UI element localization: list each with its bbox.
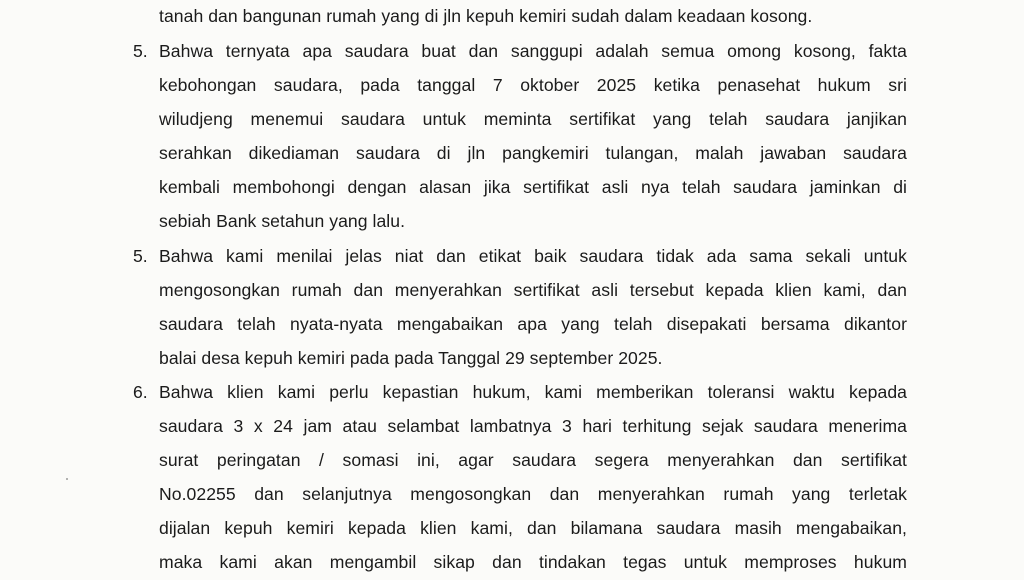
text-line: Bahwa klien kami perlu kepastian hukum, kami memberikan toleransi waktu kepada xyxy=(159,382,907,402)
text-line: Bahwa kami menilai jelas niat dan etikat baik saudara tidak ada sama sekali untuk xyxy=(159,246,907,266)
text-line: sebiah Bank setahun yang lalu. xyxy=(159,211,406,231)
text-line: dijalan kepuh kemiri kepada klien kami, dan bilamana saudara masih mengabaikan, xyxy=(159,518,907,538)
text-line: Bahwa ternyata apa saudara buat dan sanggupi adalah semua omong kosong, fakta xyxy=(159,41,907,61)
text-line: tanah dan bangunan rumah yang di jln kepuh kemiri sudah dalam keadaan kosong. xyxy=(159,6,813,26)
text-line: kebohongan saudara, pada tanggal 7 oktober 2025 ketika penasehat hukum sri xyxy=(159,75,907,95)
list-number: 6. xyxy=(133,382,148,402)
list-number: 5. xyxy=(133,246,148,266)
text-line: saudara telah nyata-nyata mengabaikan apa yang telah disepakati bersama dikantor xyxy=(159,314,907,334)
list-number: 5. xyxy=(133,41,148,61)
text-line: No.02255 dan selanjutnya mengosongkan dan menyerahkan rumah yang terletak xyxy=(159,484,907,504)
text-line: saudara 3 x 24 jam atau selambat lambatnya 3 hari terhitung sejak saudara menerima xyxy=(159,416,907,436)
text-line: serahkan dikediaman saudara di jln pangkemiri tulangan, malah jawaban saudara xyxy=(159,143,907,163)
text-line: maka kami akan mengambil sikap dan tindakan tegas untuk memproses hukum xyxy=(159,552,907,572)
text-line: balai desa kepuh kemiri pada pada Tanggal 29 september 2025. xyxy=(159,348,663,368)
scan-speck xyxy=(66,478,68,480)
text-line: mengosongkan rumah dan menyerahkan sertifikat asli tersebut kepada klien kami, dan xyxy=(159,280,907,300)
text-line: surat peringatan / somasi ini, agar saudara segera menyerahkan dan sertifikat xyxy=(159,450,907,470)
text-line: wiludjeng menemui saudara untuk meminta sertifikat yang telah saudara janjikan xyxy=(159,109,907,129)
text-line: kembali membohongi dengan alasan jika sertifikat asli nya telah saudara jaminkan di xyxy=(159,177,907,197)
